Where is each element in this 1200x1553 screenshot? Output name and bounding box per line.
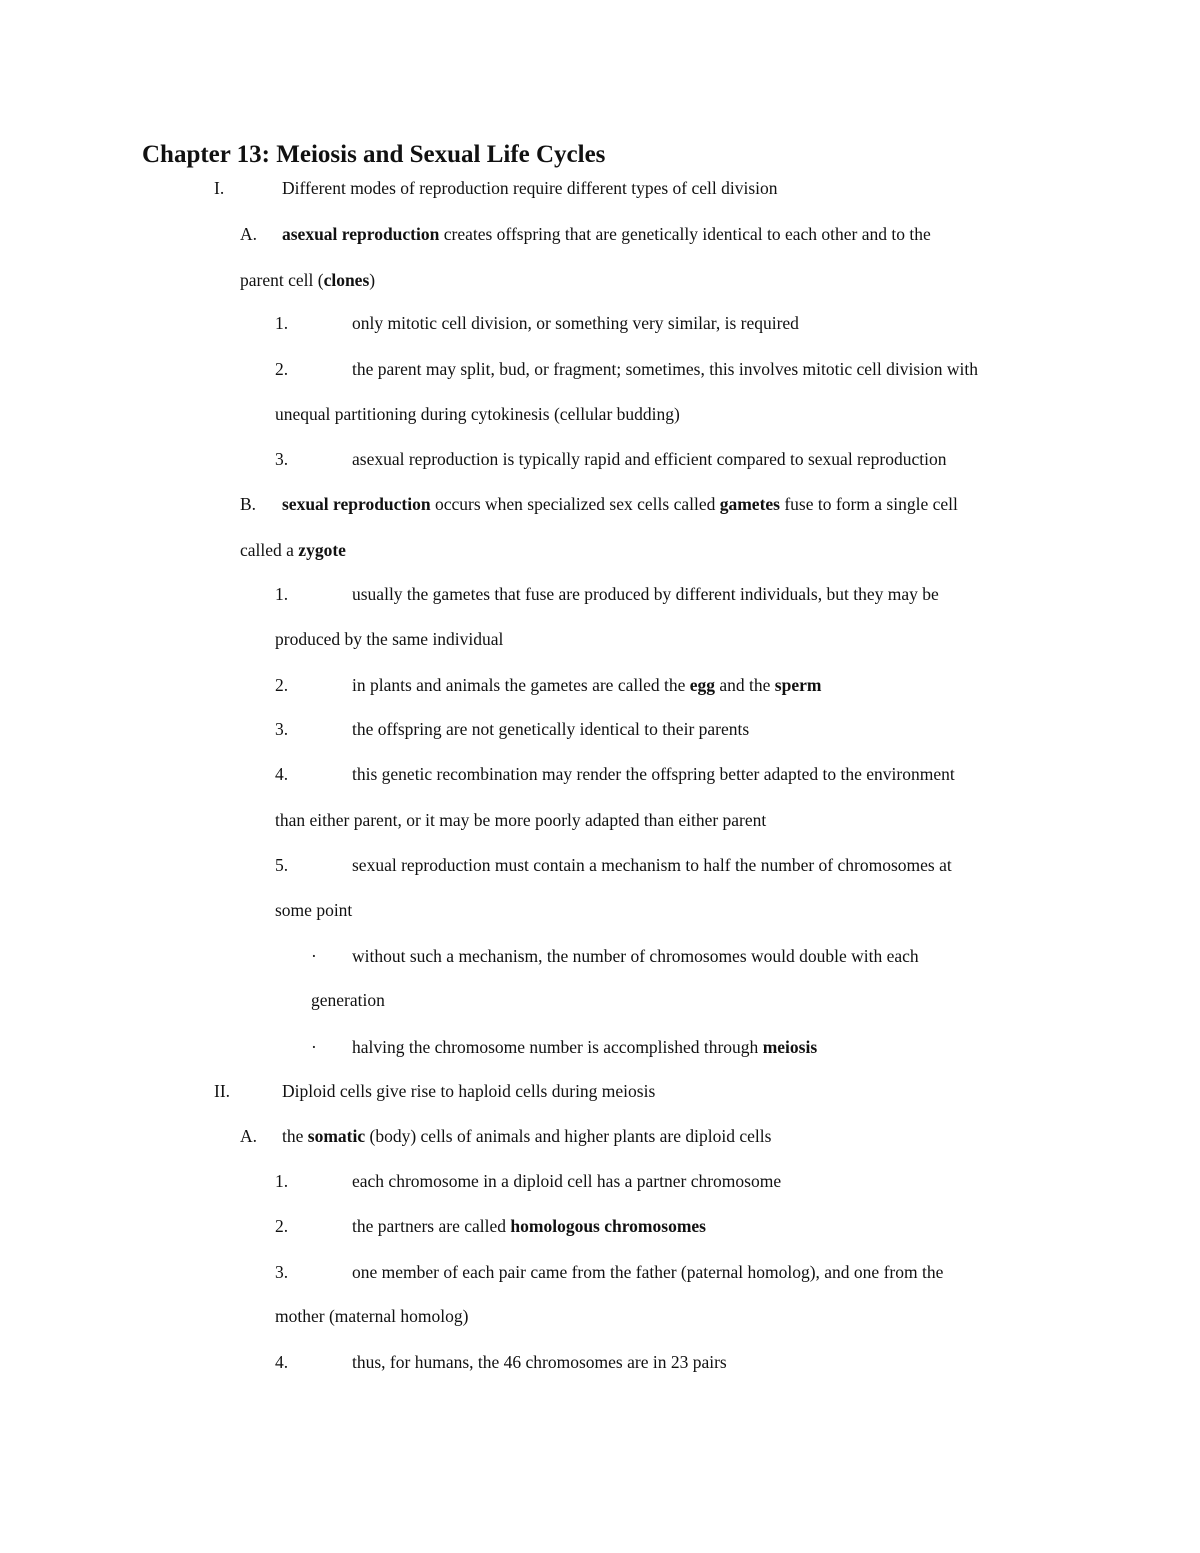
outline-text: sexual reproduction occurs when specialized sex cells called gametes fuse to form a single cell xyxy=(282,494,958,514)
outline-marker: A. xyxy=(240,224,258,244)
outline-marker: 3. xyxy=(275,449,289,469)
outline-text: Different modes of reproduction require different types of cell division xyxy=(282,178,778,198)
outline-text: than either parent, or it may be more poorly adapted than either parent xyxy=(275,810,767,830)
outline-text: in plants and animals the gametes are called the egg and the sperm xyxy=(352,675,822,695)
outline-text: thus, for humans, the 46 chromosomes are in 23 pairs xyxy=(352,1352,727,1372)
outline-text: generation xyxy=(311,990,385,1010)
outline-text: produced by the same individual xyxy=(275,629,504,649)
key-term: somatic xyxy=(307,1126,366,1146)
outline-marker: 1. xyxy=(275,313,289,333)
key-term: clones xyxy=(323,270,370,290)
outline-marker: B. xyxy=(240,494,257,514)
outline-text: the somatic (body) cells of animals and higher plants are diploid cells xyxy=(282,1126,772,1146)
outline-text: the parent may split, bud, or fragment; sometimes, this involves mitotic cell division with xyxy=(352,359,979,379)
outline-marker: I. xyxy=(214,178,225,198)
bullet-marker: · xyxy=(311,1037,317,1057)
outline-marker: 3. xyxy=(275,719,289,739)
outline-marker: 5. xyxy=(275,855,289,875)
key-term: sperm xyxy=(774,675,822,695)
key-term: homologous chromosomes xyxy=(510,1216,706,1236)
outline-text: one member of each pair came from the father (paternal homolog), and one from the xyxy=(352,1262,944,1282)
bullet-marker: · xyxy=(311,946,317,966)
outline-marker: 3. xyxy=(275,1262,289,1282)
outline-marker: 4. xyxy=(275,764,289,784)
outline-text: halving the chromosome number is accomplished through meiosis xyxy=(352,1037,818,1057)
outline-marker: II. xyxy=(214,1081,231,1101)
outline-text: unequal partitioning during cytokinesis (cellular budding) xyxy=(275,404,680,424)
key-term: egg xyxy=(689,675,716,695)
outline-text: some point xyxy=(275,900,353,920)
outline-text: asexual reproduction is typically rapid and efficient compared to sexual reproduction xyxy=(352,449,947,469)
key-term: asexual reproduction xyxy=(282,224,440,244)
outline-text: the offspring are not genetically identical to their parents xyxy=(352,719,750,739)
outline-marker: A. xyxy=(240,1126,258,1146)
outline-text: each chromosome in a diploid cell has a partner chromosome xyxy=(352,1171,782,1191)
outline-text: usually the gametes that fuse are produced by different individuals, but they may be xyxy=(352,584,939,604)
outline-text: only mitotic cell division, or something very similar, is required xyxy=(352,313,799,333)
outline-marker: 2. xyxy=(275,1216,289,1236)
key-term: meiosis xyxy=(762,1037,818,1057)
outline-marker: 2. xyxy=(275,359,289,379)
outline-text: asexual reproduction creates offspring that are genetically identical to each other and to the xyxy=(282,224,931,244)
outline-text: called a zygote xyxy=(240,540,346,560)
outline-marker: 4. xyxy=(275,1352,289,1372)
outline-text: the partners are called homologous chromosomes xyxy=(352,1216,706,1236)
outline-marker: 2. xyxy=(275,675,289,695)
outline-marker: 1. xyxy=(275,584,289,604)
page-title: Chapter 13: Meiosis and Sexual Life Cycles xyxy=(142,141,606,168)
outline-text: sexual reproduction must contain a mechanism to half the number of chromosomes at xyxy=(352,855,952,875)
outline-text: mother (maternal homolog) xyxy=(275,1306,469,1326)
outline-text: this genetic recombination may render the offspring better adapted to the environment xyxy=(352,764,955,784)
key-term: sexual reproduction xyxy=(282,494,431,514)
key-term: zygote xyxy=(298,540,346,560)
outline-marker: 1. xyxy=(275,1171,289,1191)
outline-text: without such a mechanism, the number of chromosomes would double with each xyxy=(352,946,919,966)
outline-text: Diploid cells give rise to haploid cells during meiosis xyxy=(282,1081,656,1101)
outline-text: parent cell (clones) xyxy=(240,270,376,290)
key-term: gametes xyxy=(719,494,780,514)
